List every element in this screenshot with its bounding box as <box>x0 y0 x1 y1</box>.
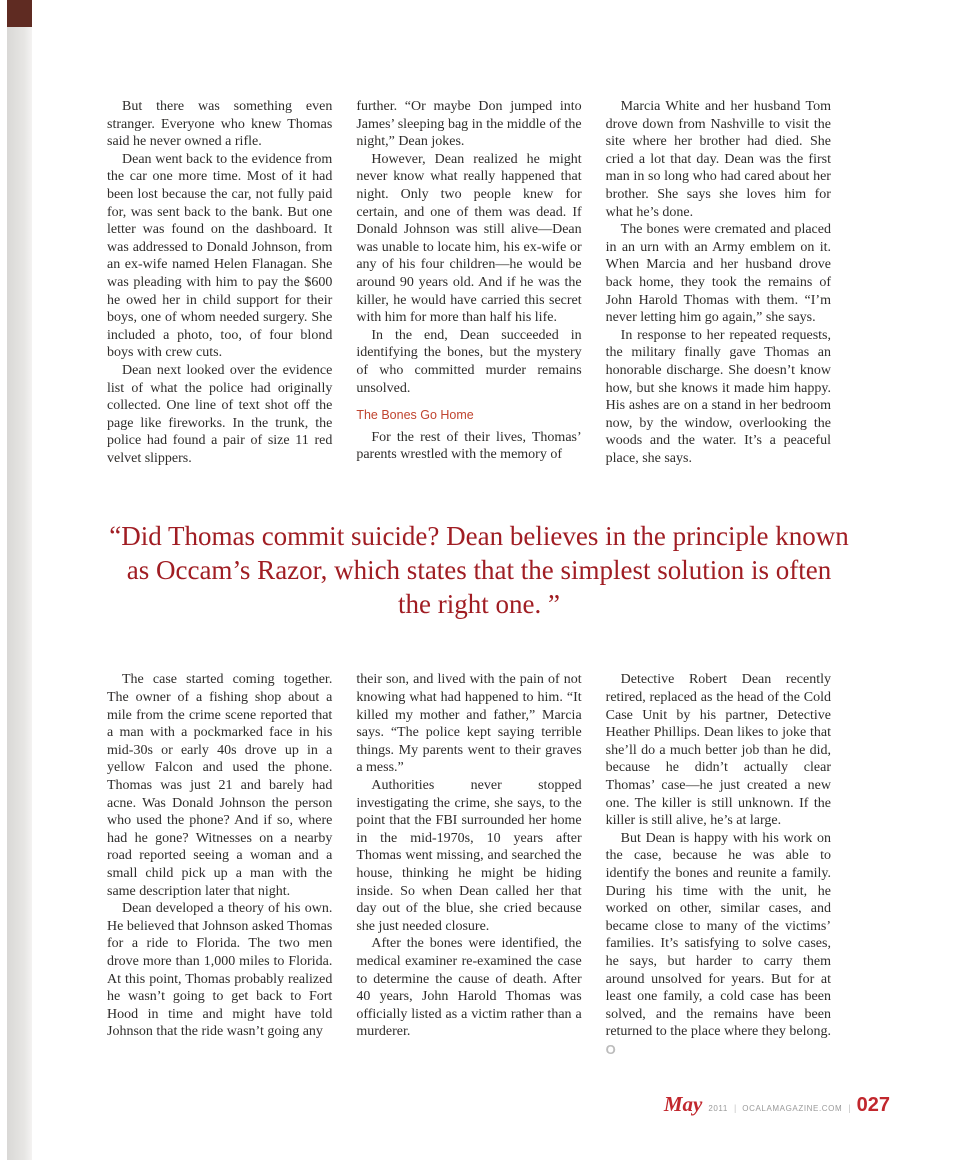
bottom-column-3 <box>606 671 831 1059</box>
footer-month: May <box>663 1092 703 1116</box>
page-edge <box>7 0 32 1160</box>
pull-quote: “Did Thomas commit suicide? Dean believes in the principle known as Occam’s Razor, which states that the simplest solution is often the right one. ” <box>109 521 849 620</box>
paragraph: Dean next looked over the evidence list of what the police had originally collected. One line of text shot off the page like fireworks. In the trunk, the police had found a pair of size 11 red velvet slippers. <box>107 362 333 466</box>
top-column-2 <box>356 98 581 467</box>
bottom-column-1 <box>107 671 332 1059</box>
paragraph: Marcia White and her husband Tom drove down from Nashville to visit the site where her brother had died. She cried a lot that day. Dean was the first man in so long who had cared about her brother. She says she loves him for what he’s done. <box>605 99 831 220</box>
footer-website: OCALAMAGAZINE.COM <box>742 1104 843 1113</box>
top-section <box>107 98 831 467</box>
paragraph <box>606 830 831 1060</box>
page-footer <box>664 1092 890 1117</box>
paragraph: In the end, Dean succeeded in identifying the bones, but the mystery of who committed murder remains unsolved. <box>356 327 582 396</box>
paragraph: However, Dean realized he might never know what really happened that night. Only two people knew for certain, and one of them was dead. If Donald Johnson was still alive—Dean was unable to locate him, his ex-wife or any of his four children—he would be around 90 years old. And if he was the killer, he would have carried this secret with him for more than half his life. <box>356 151 582 326</box>
section-heading: The Bones Go Home <box>356 408 474 423</box>
paragraph: Dean developed a theory of his own. He believed that Johnson asked Thomas for a ride to Florida. The two men drove more than 1,000 miles to Florida. At this point, Thomas probably realized he wasn’t going to get back to Fort Hood in time and might have told Johnson that the ride wasn’t going any <box>107 901 333 1040</box>
paragraph: But there was something even stranger. Everyone who knew Thomas said he never owned a rifle. <box>107 99 333 150</box>
page-number: 027 <box>856 1094 890 1116</box>
bottom-section <box>107 671 831 1059</box>
article-content <box>107 98 849 1060</box>
paragraph: Detective Robert Dean recently retired, replaced as the head of the Cold Case Unit by his partner, Detective Heather Phillips. Dean likes to joke that she’ll do a much better job than he did, because he didn’t actually clear Thomas’ case—he just created a new one. The killer is still unknown. If the killer is still alive, he’s at large. <box>605 672 831 829</box>
corner-mark <box>7 0 32 27</box>
paragraph: Authorities never stopped investigating the crime, she says, to the point that the FBI surrounded her home in the mid-1970s, 10 years after Thomas went missing, and searched the house, thinking he might be hiding inside. So when Dean called her that day out of the blue, she cried because she just needed closure. <box>356 778 582 934</box>
paragraph: The bones were cremated and placed in an urn with an Army emblem on it. When Marcia and her husband drove back home, they took the remains of John Harold Thomas with them. “I’m never letting him go again,” she says. <box>605 222 831 326</box>
footer-separator: | <box>848 1103 851 1113</box>
top-column-3 <box>606 98 831 467</box>
paragraph: In response to her repeated requests, the military finally gave Thomas an honorable discharge. She doesn’t know how, but she knows it made him happy. His ashes are on a stand in her bedroom now, by the window, overlooking the woods and the water. It’s a peaceful place, she says. <box>605 327 831 466</box>
paragraph: further. “Or maybe Don jumped into James’ sleeping bag in the middle of the night,” Dean jokes. <box>356 99 582 150</box>
top-column-1 <box>107 98 332 467</box>
paragraph: Dean went back to the evidence from the car one more time. Most of it had been lost because the car, not fully paid for, was sent back to the bank. But one letter was found on the dashboard. It was addressed to Donald Johnson, from an ex-wife named Helen Flanagan. She was pleading with him to pay the $600 he owed her in child support for their boys, one of whom needed surgery. She included a photo, too, of four blond boys with crew cuts. <box>107 151 333 361</box>
footer-year: 2011 <box>708 1104 728 1113</box>
footer-separator: | <box>733 1103 737 1113</box>
bottom-column-2 <box>356 671 581 1059</box>
paragraph: For the rest of their lives, Thomas’ parents wrestled with the memory of <box>356 429 582 463</box>
paragraph-text: But Dean is happy with his work on the case, because he was able to identify the bones and reunite a family. During his time with the unit, he worked on other, similar cases, and became close to many of the victims’ families. It’s satisfying to solve cases, he says, but harder to carry them around unsolved for years. But for at least one family, a cold case has been solved, and the remains have been returned to the place where they belong. <box>605 830 831 1040</box>
paragraph: The case started coming together. The owner of a fishing shop about a mile from the crime scene reported that a man with a pockmarked face in his mid-30s or early 40s drove up in a yellow Falcon and used the phone. Thomas was just 21 and barely had acne. Was Donald Johnson the person who used the phone? And if so, where had he gone? Witnesses on a nearby road reported seeing a woman and a small child pick up a man with the same description later that night. <box>107 672 333 899</box>
paragraph: their son, and lived with the pain of not knowing what had happened to him. “It killed my mother and father,” Marcia says. “The police kept saying terrible things. My parents went to their graves a mess.” <box>356 672 582 776</box>
article-end-mark: O <box>605 1041 616 1057</box>
paragraph: After the bones were identified, the medical examiner re-examined the case to determine the cause of death. After 40 years, John Harold Thomas was officially listed as a victim rather than a murderer. <box>356 936 582 1040</box>
